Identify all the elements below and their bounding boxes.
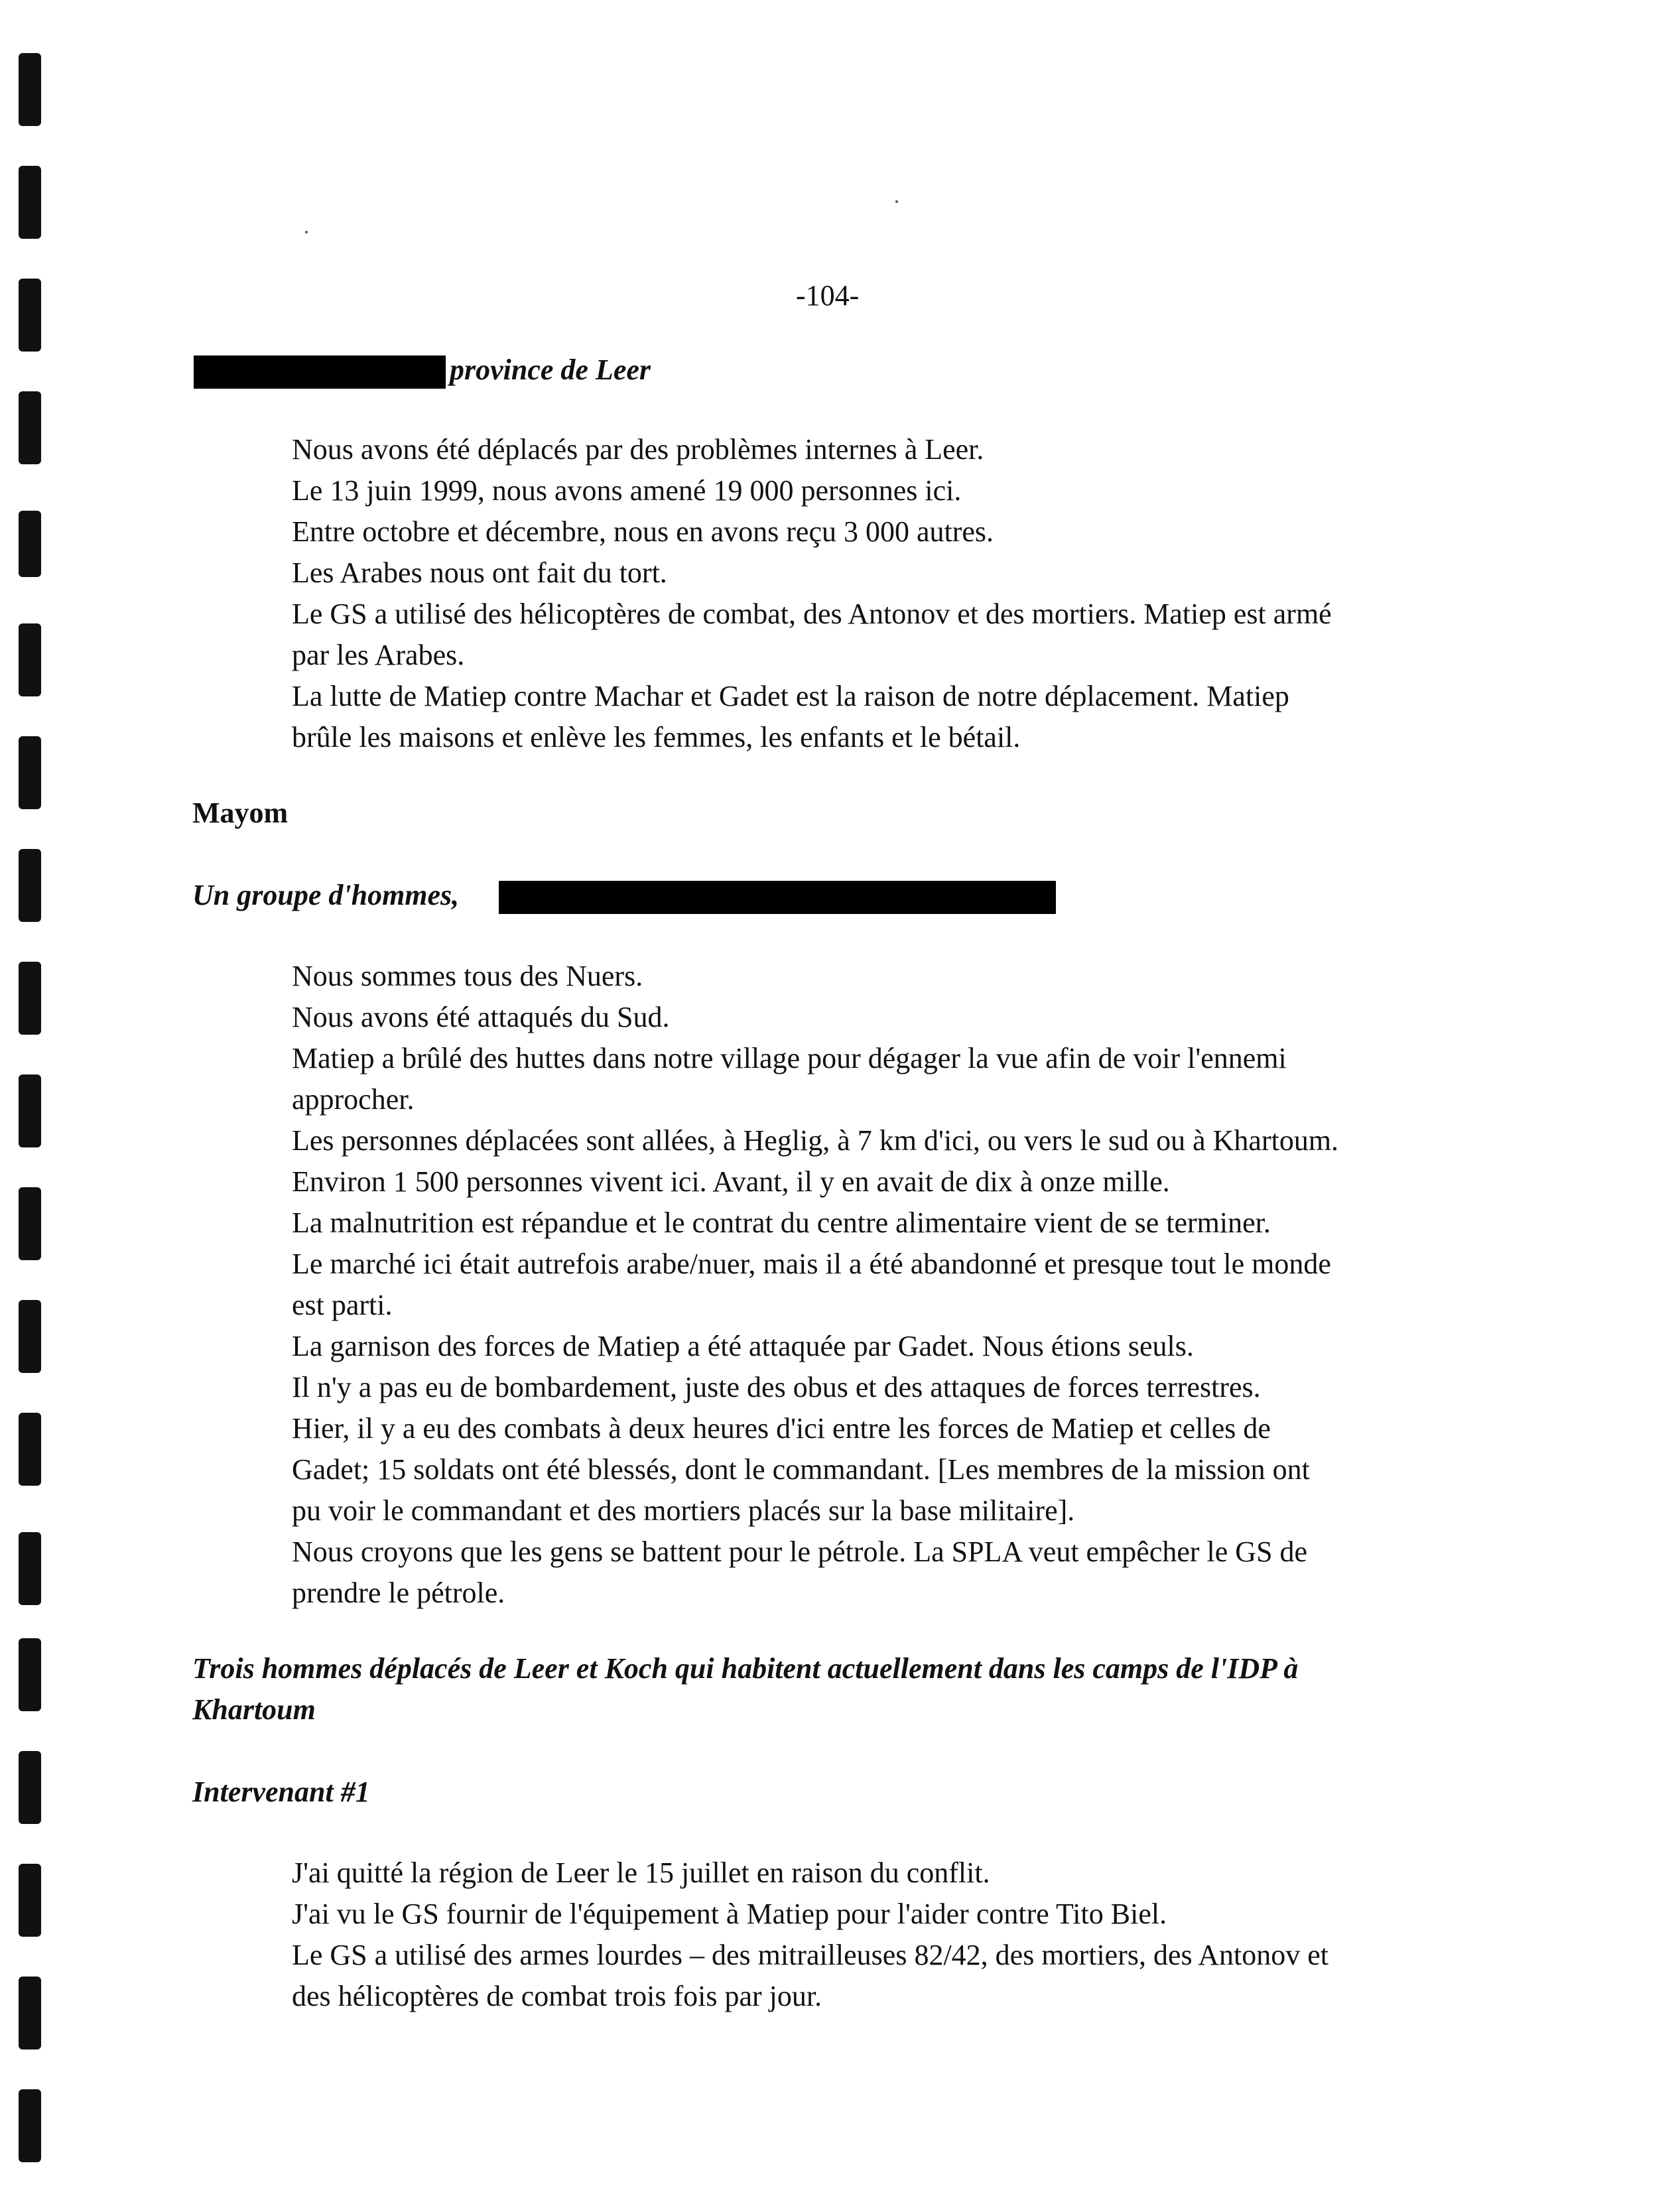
- binder-mark: [19, 623, 41, 696]
- text-line: prendre le pétrole.: [292, 1577, 505, 1609]
- scan-speck: [305, 231, 308, 233]
- binder-mark: [19, 962, 41, 1035]
- section-heading-leer: province de Leer: [450, 354, 651, 386]
- binder-mark: [19, 1187, 41, 1260]
- binder-mark: [19, 279, 41, 352]
- binder-mark: [19, 849, 41, 922]
- text-line: Les personnes déplacées sont allées, à Heglig, à 7 km d'ici, ou vers le sud ou à Khartoum.: [292, 1124, 1339, 1157]
- text-line: Matiep a brûlé des huttes dans notre village pour dégager la vue afin de voir l'ennemi: [292, 1042, 1287, 1074]
- binder-mark: [19, 1532, 41, 1605]
- binder-mark: [19, 53, 41, 126]
- text-line: J'ai quitté la région de Leer le 15 juillet en raison du conflit.: [292, 1856, 990, 1889]
- text-line: est parti.: [292, 1289, 393, 1321]
- text-line: Nous avons été attaqués du Sud.: [292, 1001, 670, 1033]
- text-line: approcher.: [292, 1083, 415, 1116]
- text-line: Gadet; 15 soldats ont été blessés, dont le commandant. [Les membres de la mission ont: [292, 1453, 1310, 1486]
- text-line: Nous avons été déplacés par des problèmes internes à Leer.: [292, 433, 984, 466]
- text-line: J'ai vu le GS fournir de l'équipement à Matiep pour l'aider contre Tito Biel.: [292, 1898, 1167, 1930]
- text-line: La malnutrition est répandue et le contrat du centre alimentaire vient de se terminer.: [292, 1206, 1271, 1239]
- binder-mark: [19, 1638, 41, 1711]
- text-line: des hélicoptères de combat trois fois par jour.: [292, 1980, 822, 2012]
- text-line: Entre octobre et décembre, nous en avons reçu 3 000 autres.: [292, 515, 994, 548]
- text-line: pu voir le commandant et des mortiers placés sur la base militaire].: [292, 1494, 1075, 1527]
- redaction-bar: [499, 881, 1056, 914]
- text-line: La lutte de Matiep contre Machar et Gadet est la raison de notre déplacement. Matiep: [292, 680, 1289, 712]
- binder-mark: [19, 166, 41, 239]
- binder-mark: [19, 1864, 41, 1937]
- redaction-bar: [194, 356, 446, 389]
- text-line: Nous sommes tous des Nuers.: [292, 960, 643, 992]
- binder-mark: [19, 1300, 41, 1373]
- binder-mark: [19, 511, 41, 577]
- binder-mark: [19, 1074, 41, 1147]
- section-heading-mayom: Mayom: [192, 797, 289, 829]
- binder-mark: [19, 1751, 41, 1824]
- text-line: Nous croyons que les gens se battent pour le pétrole. La SPLA veut empêcher le GS de: [292, 1535, 1308, 1568]
- text-line: Hier, il y a eu des combats à deux heures d'ici entre les forces de Matiep et celles de: [292, 1412, 1271, 1445]
- binder-mark: [19, 1977, 41, 2049]
- scan-speck: [895, 200, 898, 203]
- binder-mark: [19, 391, 41, 464]
- binder-mark: [19, 2089, 41, 2162]
- binder-mark: [19, 1413, 41, 1486]
- text-line: La garnison des forces de Matiep a été attaquée par Gadet. Nous étions seuls.: [292, 1330, 1194, 1362]
- page-number: -104-: [796, 279, 860, 312]
- section-subheading-mayom: Un groupe d'hommes,: [192, 879, 460, 911]
- speaker-label: Intervenant #1: [192, 1776, 370, 1808]
- section-heading-khartoum-cont: Khartoum: [192, 1693, 316, 1726]
- text-line: brûle les maisons et enlève les femmes, les enfants et le bétail.: [292, 721, 1021, 753]
- text-line: Il n'y a pas eu de bombardement, juste des obus et des attaques de forces terrestres.: [292, 1371, 1261, 1403]
- text-line: Environ 1 500 personnes vivent ici. Avant, il y en avait de dix à onze mille.: [292, 1165, 1170, 1198]
- text-line: Le 13 juin 1999, nous avons amené 19 000 personnes ici.: [292, 474, 962, 507]
- section-heading-khartoum: Trois hommes déplacés de Leer et Koch qui habitent actuellement dans les camps de l'IDP à: [192, 1652, 1299, 1685]
- text-line: Le GS a utilisé des armes lourdes – des mitrailleuses 82/42, des mortiers, des Antonov et: [292, 1939, 1328, 1971]
- text-line: Le marché ici était autrefois arabe/nuer, mais il a été abandonné et presque tout le monde: [292, 1248, 1331, 1280]
- text-line: Le GS a utilisé des hélicoptères de combat, des Antonov et des mortiers. Matiep est armé: [292, 598, 1332, 630]
- text-line: par les Arabes.: [292, 639, 465, 671]
- text-line: Les Arabes nous ont fait du tort.: [292, 556, 667, 589]
- binder-mark: [19, 736, 41, 809]
